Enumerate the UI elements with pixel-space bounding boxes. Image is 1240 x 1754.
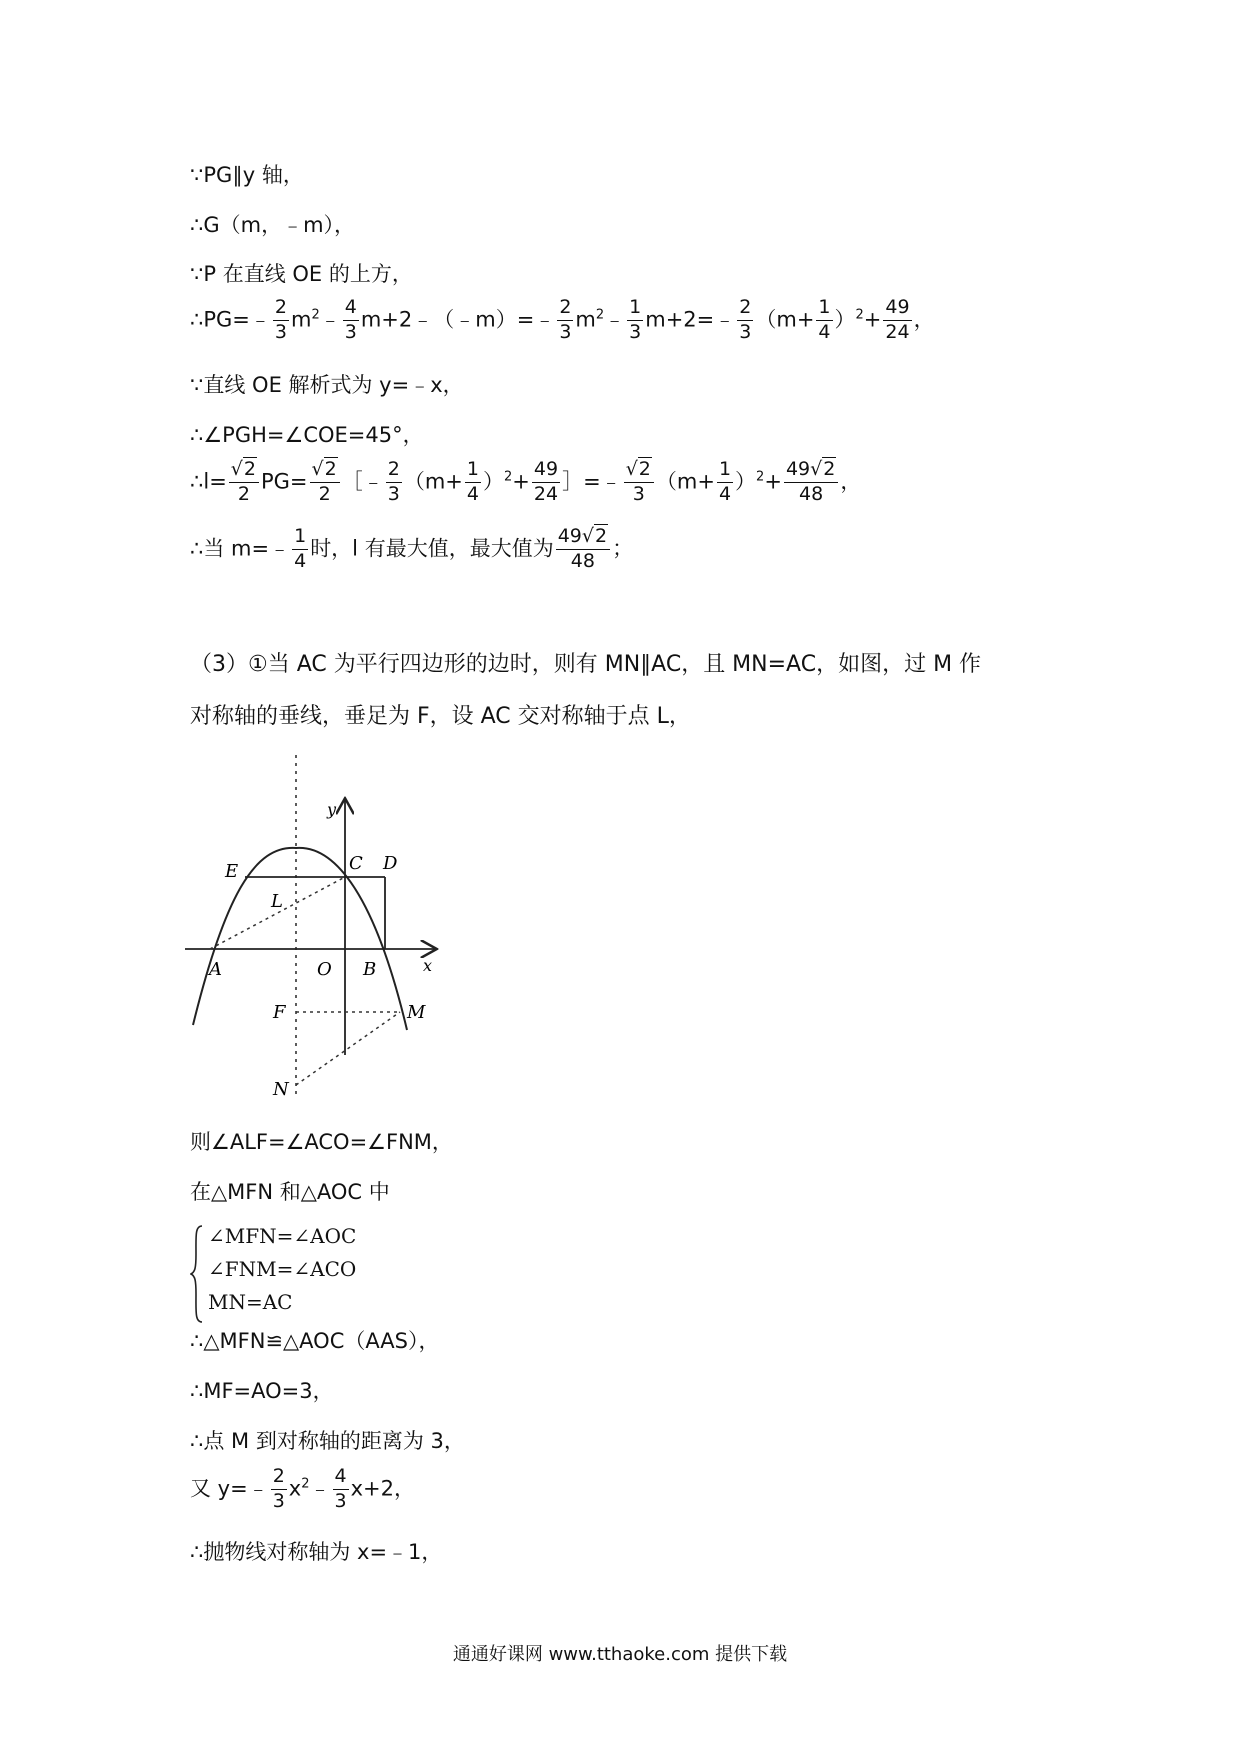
- label-o: O: [317, 959, 332, 980]
- label-d: D: [383, 853, 398, 874]
- fraction: $\frac{2}{3}$: [387, 458, 400, 505]
- fraction: $\frac{49}{24}$: [533, 458, 559, 505]
- left-brace: [190, 1224, 204, 1324]
- fraction: $\frac{49}{24}$: [885, 296, 910, 343]
- geometry-figure: [185, 755, 455, 1105]
- fraction: $\frac{2}{3}$: [739, 296, 752, 343]
- segment-ac: [210, 877, 345, 949]
- label-a: A: [209, 959, 222, 980]
- line-axis-of-symmetry: ∴抛物线对称轴为 x=﹣1，: [190, 1540, 443, 1564]
- line-p-above-oe: ∵P 在直线 OE 的上方，: [190, 262, 413, 286]
- line-triangles: 在△MFN 和△AOC 中: [190, 1180, 390, 1204]
- system-line-3: MN=AC: [208, 1290, 293, 1314]
- footer-text: 通通好课网 www.tthaoke.com 提供下载: [452, 1644, 788, 1665]
- line-congruent: ∴△MFN≌△AOC（AAS），: [190, 1329, 440, 1353]
- line-parabola-equation: 又 y=﹣ $\frac{2}{3}$ $x^2﹣$ $\frac{4}{3}$ x+2，: [190, 1465, 415, 1512]
- label-y: y: [327, 800, 337, 819]
- fraction: $\frac{2}{3}$: [559, 296, 572, 343]
- fraction: $\frac{1}{4}$: [818, 296, 831, 343]
- fraction: $\frac{1}{3}$: [629, 296, 642, 343]
- label-n: N: [273, 1079, 289, 1100]
- line-max-value: ∴当 m=﹣ $\frac{1}{4}$ 时，l 有最大值，最大值为 $\frac{49√2}{48}$ ；: [190, 525, 634, 572]
- line-angle-alf: 则∠ALF=∠ACO=∠FNM，: [190, 1130, 453, 1154]
- fraction: $\frac{4}{3}$: [344, 296, 357, 343]
- fraction: $\frac{√2}{3}$: [624, 460, 654, 505]
- label-m: M: [407, 1002, 426, 1023]
- fraction: $\frac{4}{3}$: [334, 1465, 347, 1512]
- line-angle-pgh: ∴∠PGH=∠COE=45°，: [190, 423, 424, 447]
- fraction: $\frac{√2}{2}$: [310, 460, 340, 505]
- segment-nm: [296, 1012, 400, 1085]
- system-line-1: ∠MFN=∠AOC: [208, 1224, 357, 1248]
- fraction: $\frac{1}{4}$: [718, 458, 732, 505]
- fraction: $\frac{2}{3}$: [272, 1465, 285, 1512]
- line-distance: ∴点 M 到对称轴的距离为 3，: [190, 1429, 465, 1453]
- fraction: $\frac{1}{4}$: [466, 458, 479, 505]
- part3-line1: （3）①当 AC 为平行四边形的边时，则有 MN∥AC，且 MN=AC，如图，过 M 作: [190, 652, 982, 677]
- line-g-coords: ∴G（m，﹣m），: [190, 213, 356, 237]
- text: ∴PG=﹣: [190, 307, 271, 332]
- label-f: F: [273, 1002, 286, 1023]
- fraction: $\frac{2}{3}$: [274, 296, 287, 343]
- label-x: x: [423, 956, 433, 975]
- line-mf-ao: ∴MF=AO=3，: [190, 1379, 334, 1403]
- label-l: L: [271, 891, 283, 912]
- fraction: $\frac{49√2}{48}$: [784, 460, 838, 505]
- label-e: E: [225, 861, 239, 882]
- line-pg-parallel: ∵PG∥y 轴，: [190, 163, 304, 187]
- fraction: $\frac{49√2}{48}$: [556, 527, 610, 572]
- label-b: B: [363, 959, 377, 980]
- part3-line2: 对称轴的垂线，垂足为 F，设 AC 交对称轴于点 L，: [190, 704, 691, 729]
- fraction: $\frac{1}{4}$: [294, 525, 307, 572]
- line-l-expression: ∴l= $\frac{√2}{2}$ PG= $\frac{√2}{2}$ ［﹣ $\frac{2}{3}$ （m+ $\frac{1}{4}$ ）$^2$+ $\frac{49}{24}$ ］=﹣ $\frac{√2}{3}$ （m+ $\frac{1}{4}$ ）$^2$+ $\frac{49√2}{48}$ ，: [190, 458, 862, 505]
- label-c: C: [349, 853, 363, 874]
- line-pg-expression: ∴PG=﹣ $\frac{2}{3}$ $m^2﹣$ $\frac{4}{3}$ m+2﹣（﹣m）=﹣ $\frac{2}{3}$ $m^2﹣$ $\frac{1}{3}$ m+2=﹣ $\frac{2}{3}$ （m+ $\frac{1}{4}$ ）$^2$+ $\frac{49}{24}$ ，: [190, 296, 935, 343]
- line-oe-equation: ∵直线 OE 解析式为 y=﹣x，: [190, 373, 464, 397]
- system-line-2: ∠FNM=∠ACO: [208, 1257, 357, 1281]
- fraction: $\frac{√2}{2}$: [229, 460, 259, 505]
